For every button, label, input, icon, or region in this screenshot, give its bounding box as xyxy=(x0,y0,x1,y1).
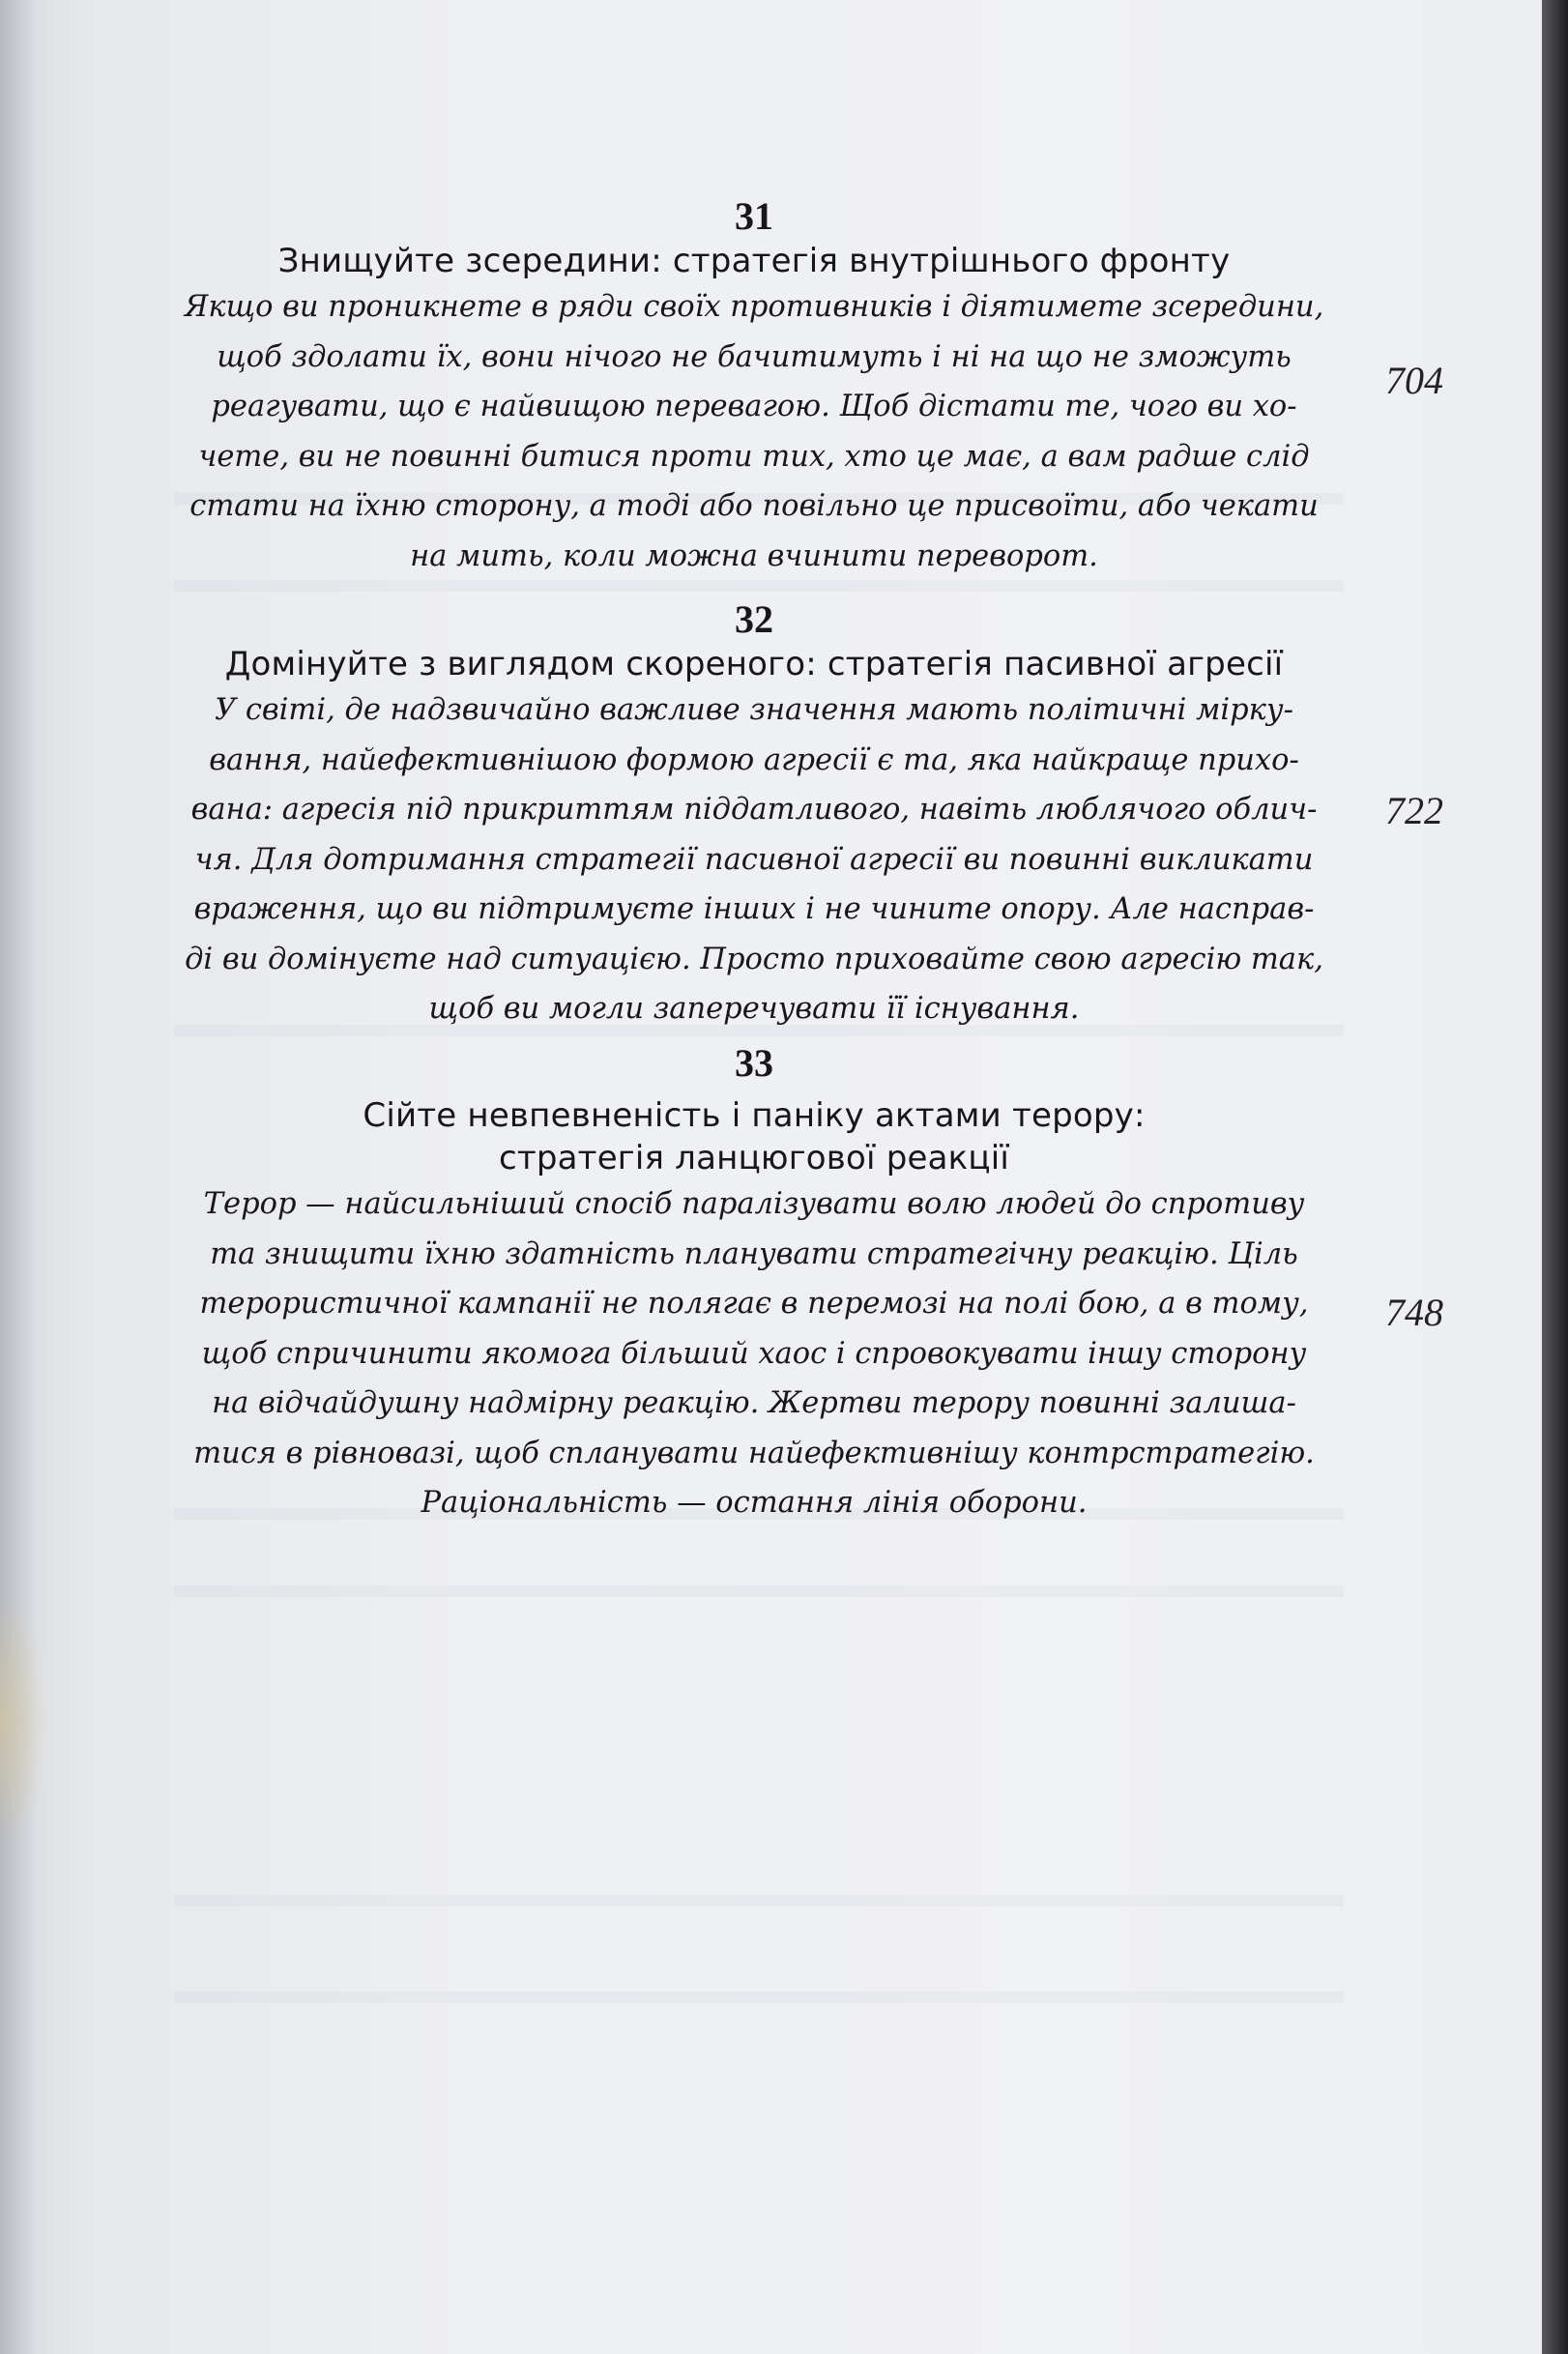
page-edge xyxy=(1542,0,1568,2354)
bleed-through xyxy=(174,1585,1344,1597)
description-line: реагувати, що є найвищою перевагою. Щоб дістати те, чого ви хо- xyxy=(211,390,1297,423)
description-line: чете, ви не повинні битися проти тих, хто це має, а вам радше слід xyxy=(198,439,1310,474)
chapter-title: Сійте невпевненість і паніку актами терору: xyxy=(363,1096,1146,1135)
description-line: та знищити їхню здатність планувати стратегічну реакцію. Ціль xyxy=(210,1236,1298,1271)
description-line: щоб спричинити якомога більший хаос і спровокувати іншу сторону xyxy=(201,1336,1307,1371)
bleed-through xyxy=(174,1991,1344,2003)
description-line: тися в рівновазі, щоб спланувати найефективнішу контрстратегію. xyxy=(193,1436,1315,1470)
page-number: 704 xyxy=(1385,359,1443,402)
thumb-blur xyxy=(0,1595,48,1846)
description-line: на мить, коли можна вчинити переворот. xyxy=(410,538,1098,573)
toc-entry-31 xyxy=(164,193,1344,581)
chapter-number: 33 xyxy=(735,1041,773,1085)
bleed-through xyxy=(174,580,1344,592)
chapter-title: стратегія ланцюгової реакції xyxy=(498,1139,1010,1177)
spine-shadow xyxy=(0,0,39,2354)
description-line: Терор — найсильніший спосіб паралізувати волю людей до спротиву xyxy=(203,1187,1305,1221)
description-line: терористичної кампанії не полягає в перемозі на полі бою, а в тому, xyxy=(199,1287,1309,1321)
description-line: вання, найефективнішою формою агресії є та, яка найкраще прихо- xyxy=(209,742,1299,777)
description-line: на відчайдушну надмірну реакцію. Жертви терору повинні залиша- xyxy=(212,1386,1296,1420)
toc-entry-32 xyxy=(164,596,1344,1034)
description-line: Раціональність — остання лінія оборони. xyxy=(421,1486,1088,1520)
chapter-description xyxy=(164,282,1344,581)
chapter-title: Домінуйте з виглядом скореного: стратегія пасивної агресії xyxy=(224,645,1284,683)
description-line: враження, що ви підтримуєте інших і не чините опору. Але насправ- xyxy=(193,892,1315,926)
chapter-number: 32 xyxy=(735,597,773,641)
page-number: 748 xyxy=(1385,1291,1443,1334)
bleed-through xyxy=(174,1895,1344,1906)
description-line: Якщо ви проникнете в ряди своїх противників і діятимете зсередини, xyxy=(184,290,1324,324)
description-line: У світі, де надзвичайно важливе значення мають політичні мірку- xyxy=(215,693,1293,727)
chapter-title: Знищуйте зсередини: стратегія внутрішнього фронту xyxy=(277,242,1231,280)
toc-entry-33 xyxy=(164,1040,1344,1528)
chapter-description xyxy=(164,685,1344,1034)
description-line: вана: агресія під прикриттям піддатливого, навіть люблячого облич- xyxy=(190,793,1318,827)
chapter-description xyxy=(164,1179,1344,1528)
description-line: чя. Для дотримання стратегії пасивної агресії ви повинні викликати xyxy=(194,842,1314,877)
description-line: ді ви домінуєте над ситуацією. Просто приховайте свою агресію так, xyxy=(185,942,1323,976)
page-number: 722 xyxy=(1385,789,1443,832)
description-line: щоб ви могли заперечувати її існування. xyxy=(428,992,1080,1026)
description-line: стати на їхню сторону, а тоді або повільно це присвоїти, або чекати xyxy=(189,489,1319,523)
description-line: щоб здолати їх, вони нічого не бачитимуть і ні на що не зможуть xyxy=(217,339,1292,374)
chapter-number: 31 xyxy=(735,194,773,238)
